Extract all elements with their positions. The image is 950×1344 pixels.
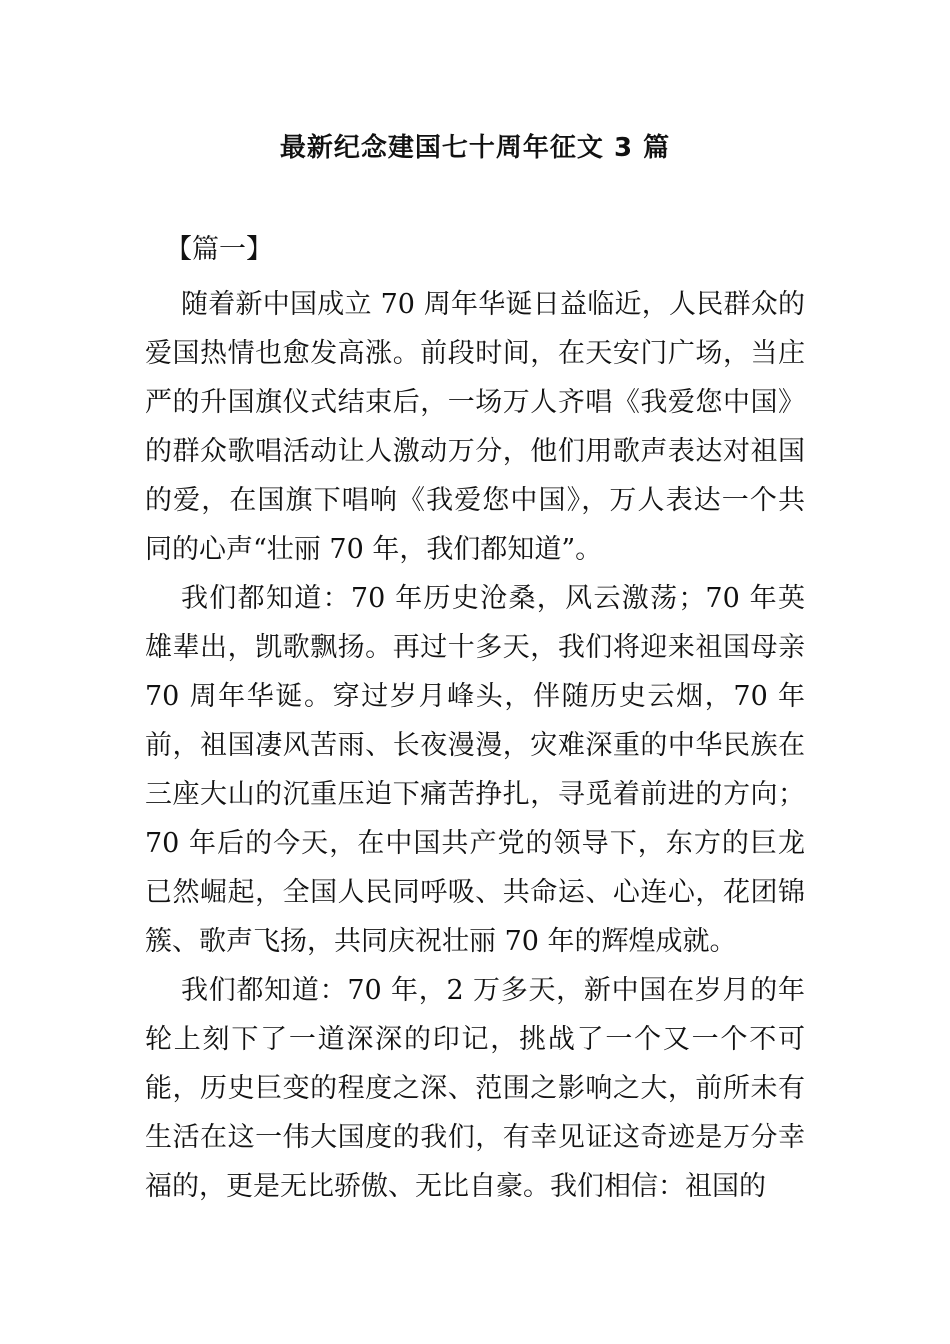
paragraph-1: 随着新中国成立 70 周年华诞日益临近，人民群众的爱国热情也愈发高涨。前段时间，在天安门广场，当庄严的升国旗仪式结束后，一场万人齐唱《我爱您中国》的群众歌唱活动让人激动万分，他们用歌声表达对祖国的爱，在国旗下唱响《我爱您中国》，万人表达一个共同的心声“壮丽 70 年，我们都知道”。 [145,289,805,565]
paragraph-2: 我们都知道：70 年历史沧桑，风云激荡；70 年英雄辈出，凯歌飘扬。再过十多天，我们将迎来祖国母亲 70 周年华诞。穿过岁月峰头，伴随历史云烟，70 年前，祖国凄风苦雨、长夜漫漫，灾难深重的中华民族在三座大山的沉重压迫下痛苦挣扎，寻觅着前进的方向；70 年后的今天，在中国共产党的领导下，东方的巨龙已然崛起，全国人民同呼吸、共命运、心连心，花团锦簇、歌声飞扬，共同庆祝壮丽 70 年的辉煌成就。 [145,583,805,957]
document-title: 最新纪念建国七十周年征文 3 篇 [279,133,671,163]
document-body [145,280,805,1211]
paragraph-3: 我们都知道：70 年，2 万多天，新中国在岁月的年轮上刻下了一道深深的印记，挑战了一个又一个不可能，历史巨变的程度之深、范围之影响之大，前所未有生活在这一伟大国度的我们，有幸见证这奇迹是万分幸福的，更是无比骄傲、无比自豪。我们相信：祖国的 [145,975,805,1202]
section-label: 【篇一】 [165,234,273,265]
